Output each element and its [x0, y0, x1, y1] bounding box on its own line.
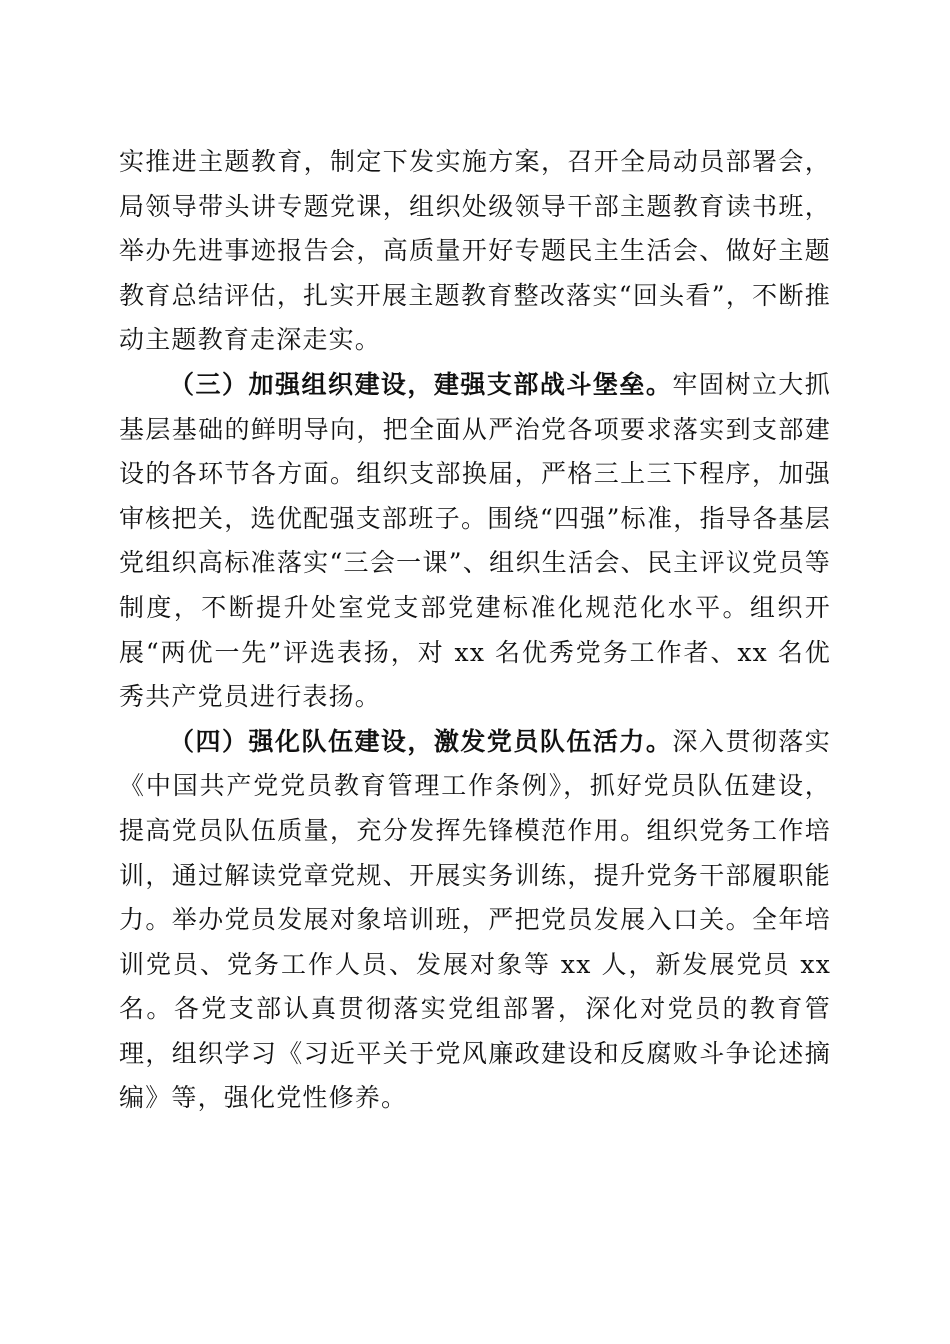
- paragraph-continued: [119, 140, 831, 363]
- paragraph-text: 深入贯彻落实《中国共产党党员教育管理工作条例》，抓好党员队伍建设，提高党员队伍质量，充分发挥先锋模范作用。组织党务工作培训，通过解读党章党规、开展实务训练，提升党务干部履职能力。举办党员发展对象培训班，严把党员发展入口关。全年培训党员、党务工作人员、发展对象等 xx 人，新发展党员 xx 名。各党支部认真贯彻落实党组部署，深化对党员的教育管理，组织学习《习近平关于党风廉政建设和反腐败斗争论述摘编》等，强化党性修养。: [119, 726, 831, 1113]
- paragraph-text: 实推进主题教育，制定下发实施方案，召开全局动员部署会，局领导带头讲专题党课，组织处级领导干部主题教育读书班，举办先进事迹报告会，高质量开好专题民主生活会、做好主题教育总结评估，扎实开展主题教育整改落实“回头看”，不断推动主题教育走深走实。: [119, 147, 831, 355]
- paragraph-team-building: [119, 720, 831, 1121]
- paragraph-organization-building: [119, 363, 831, 720]
- section-heading: （四）强化队伍建设，激发党员队伍活力。: [169, 726, 673, 756]
- paragraph-text: 牢固树立大抓基层基础的鲜明导向，把全面从严治党各项要求落实到支部建设的各环节各方面。组织支部换届，严格三上三下程序，加强审核把关，选优配强支部班子。围绕“四强”标准，指导各基层党组织高标准落实“三会一课”、组织生活会、民主评议党员等制度，不断提升处室党支部党建标准化规范化水平。组织开展“两优一先”评选表扬，对 xx 名优秀党务工作者、xx 名优秀共产党员进行表扬。: [119, 369, 831, 712]
- document-body: [119, 140, 831, 1121]
- section-heading: （三）加强组织建设，建强支部战斗堡垒。: [169, 369, 673, 399]
